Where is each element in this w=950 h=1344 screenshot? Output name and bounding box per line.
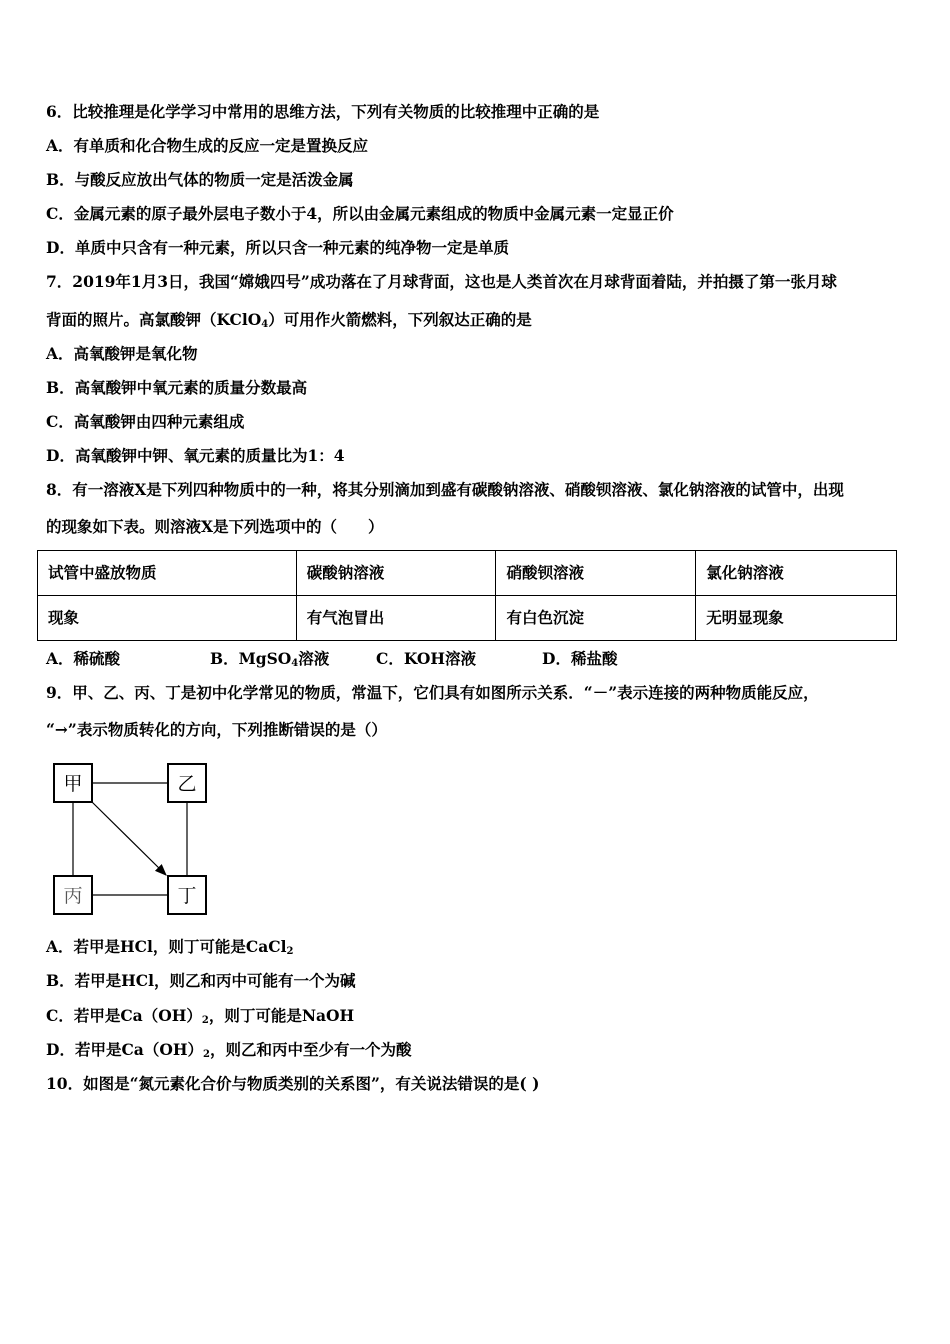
- q9-option-c-post: ，则丁可能是NaOH: [208, 1006, 355, 1025]
- q9-option-c-pre: C．若甲是Ca（OH）: [46, 1006, 202, 1025]
- q8-options: [46, 649, 617, 669]
- q10-stem: 10．如图是“氮元素化合价与物质类别的关系图”，有关说法错误的是( ): [46, 1074, 540, 1093]
- q8-option-a: A．稀硫酸: [46, 649, 121, 668]
- q7-option-c: C．高氧酸钾由四种元素组成: [46, 412, 245, 431]
- q9-stem-line1: 9．甲、乙、丙、丁是初中化学常见的物质，常温下，它们具有如图所示关系．“－”表示连接的两种物质能反应，: [46, 683, 819, 702]
- q8-option-b-post: 溶液: [298, 649, 330, 668]
- q7-option-d: D．高氧酸钾中钾、氧元素的质量比为1：4: [46, 446, 345, 465]
- q7-option-b: B．高氧酸钾中氧元素的质量分数最高: [46, 378, 308, 397]
- table-cell: 氯化钠溶液: [696, 551, 897, 596]
- table-cell: 有气泡冒出: [296, 596, 496, 641]
- q9-option-c-subscript: 2: [201, 1015, 209, 1026]
- q8-option-b-pre: B．MgSO: [210, 649, 292, 668]
- q8-option-d: D．稀盐酸: [542, 649, 618, 668]
- q9-option-a: [46, 937, 293, 957]
- q8-option-b: [210, 649, 376, 669]
- q7-stem-line1: 7．2019年1月3日，我国“嫦娥四号”成功落在了月球背面，这也是人类首次在月球背面着陆，并拍摄了第一张月球: [46, 272, 837, 291]
- q8-table: [37, 550, 897, 641]
- table-cell: 碳酸钠溶液: [296, 551, 496, 596]
- q7-stem-line2: [46, 310, 532, 330]
- label-ding: 丁: [177, 885, 197, 907]
- table-cell: 无明显现象: [696, 596, 897, 641]
- q9-stem-line2: “→”表示物质转化的方向，下列推断错误的是（）: [46, 720, 387, 739]
- q9-option-a-subscript: 2: [286, 946, 294, 957]
- table-cell: 有白色沉淀: [496, 596, 696, 641]
- q8-option-c: C．KOH溶液: [376, 649, 477, 668]
- q9-option-d: [46, 1040, 411, 1060]
- q6-option-c: C．金属元素的原子最外层电子数小于4，所以由金属元素组成的物质中金属元素一定显正价: [46, 204, 674, 223]
- table-row: [38, 596, 897, 641]
- table-header-row: [38, 551, 897, 596]
- arrow-jia-to-ding: [92, 802, 166, 875]
- label-bing: 丙: [63, 885, 83, 907]
- q6-option-d: D．单质中只含有一种元素，所以只含一种元素的纯净物一定是单质: [46, 238, 509, 257]
- q8-option-b-subscript: 4: [291, 658, 299, 669]
- q9-option-d-pre: D．若甲是Ca（OH）: [46, 1040, 203, 1059]
- table-cell: 现象: [38, 596, 297, 641]
- q7-option-a: A．高氧酸钾是氧化物: [46, 344, 198, 363]
- q9-relation-diagram: [48, 758, 213, 922]
- q7-stem-line2-pre: 背面的照片。高氯酸钾（KClO: [46, 310, 262, 329]
- table-cell: 试管中盛放物质: [38, 551, 297, 596]
- q9-option-c: [46, 1006, 354, 1026]
- q9-option-a-pre: A．若甲是HCl，则丁可能是CaCl: [46, 937, 287, 956]
- q9-option-d-subscript: 2: [202, 1049, 210, 1060]
- table-cell: 硝酸钡溶液: [496, 551, 696, 596]
- q8-stem-line1: 8．有一溶液X是下列四种物质中的一种，将其分别滴加到盛有碳酸钠溶液、硝酸钡溶液、氯化钠溶液的试管中，出现: [46, 480, 844, 499]
- q6-option-b: B．与酸反应放出气体的物质一定是活泼金属: [46, 170, 354, 189]
- q6-stem: 6．比较推理是化学学习中常用的思维方法，下列有关物质的比较推理中正确的是: [46, 102, 600, 121]
- q7-stem-line2-post: ）可用作火箭燃料，下列叙达正确的是: [268, 310, 532, 329]
- q8-stem-line2: 的现象如下表。则溶液X是下列选项中的（ ）: [46, 517, 384, 536]
- q6-option-a: A．有单质和化合物生成的反应一定是置换反应: [46, 136, 369, 155]
- q9-option-d-post: ，则乙和丙中至少有一个为酸: [209, 1040, 412, 1059]
- q7-subscript: 4: [261, 319, 269, 330]
- label-jia: 甲: [63, 773, 83, 795]
- q9-option-b: B．若甲是HCl，则乙和丙中可能有一个为碱: [46, 971, 356, 990]
- label-yi: 乙: [177, 773, 197, 795]
